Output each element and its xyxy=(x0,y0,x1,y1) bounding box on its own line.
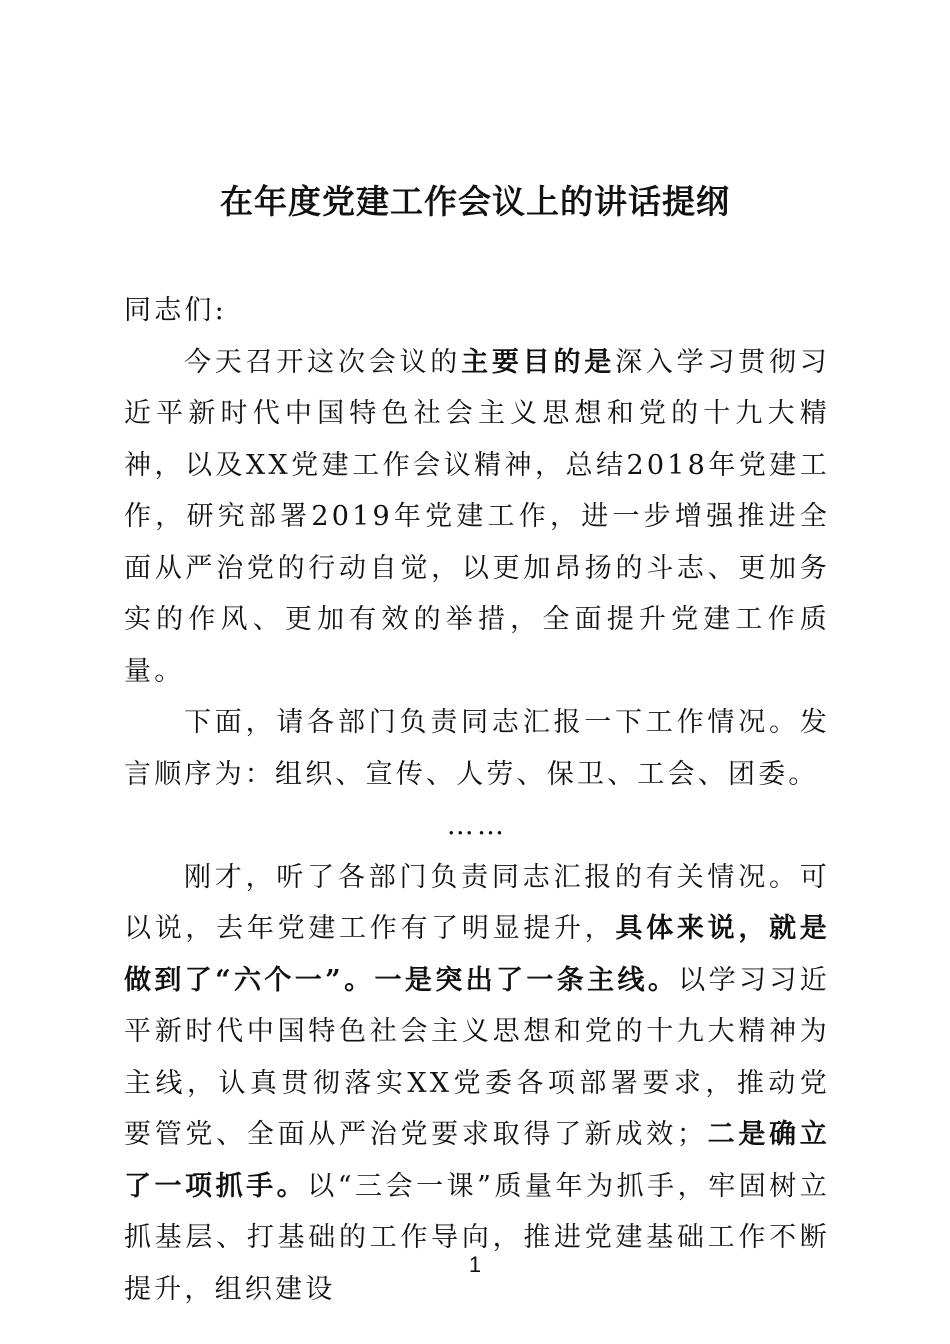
paragraph-report-order: 下面，请各部门负责同志汇报一下工作情况。发言顺序为：组织、宣传、人劳、保卫、工会、团委。 xyxy=(124,707,830,790)
paragraph-summary-intro: 刚才，听了各部门负责同志汇报的有关情况。可以说，去年党建工作有了明显提升， xyxy=(124,861,830,944)
ellipsis-separator: …… xyxy=(446,810,508,841)
paragraph-purpose xyxy=(124,337,830,698)
paragraph-purpose-body: 深入学习贯彻习近平新时代中国特色社会主义思想和党的十九大精神，以及XX党建工作会议精神，总结2018年党建工作，研究部署2019年党建工作，进一步增强推进全面从严治党的行动自觉，以更加昂扬的斗志、更加务实的作风、更加有效的举措，全面提升党建工作质量。 xyxy=(124,346,830,687)
paragraph-summary-body-one: 以学习习近平新时代中国特色社会主义思想和党的十九大精神为主线，认真贯彻落实XX党委各项部署要求，推动党要管党、全面从严治党要求取得了新成效； xyxy=(124,964,830,1150)
paragraph-purpose-intro: 今天召开这次会议的 xyxy=(184,346,462,378)
paragraph-summary-body-two: 以“三会一课”质量年为抓手，牢固树立抓基层、打基础的工作导向，推进党建基础工作不断提升，组织建设 xyxy=(124,1170,830,1305)
paragraph-summary-heading-two: 二是确立了一项抓手。 xyxy=(124,1119,830,1202)
page-number: 1 xyxy=(468,1252,482,1277)
document-body xyxy=(124,285,830,1315)
paragraph-purpose-emphasis: 主要目的是 xyxy=(461,346,616,378)
salutation: 同志们: xyxy=(124,295,227,326)
paragraph-summary-heading-one: 具体来说，就是做到了“六个一”。一是突出了一条主线。 xyxy=(124,913,830,996)
paragraph-summary xyxy=(124,852,830,1316)
document-title: 在年度党建工作会议上的讲话提纲 xyxy=(220,182,730,221)
